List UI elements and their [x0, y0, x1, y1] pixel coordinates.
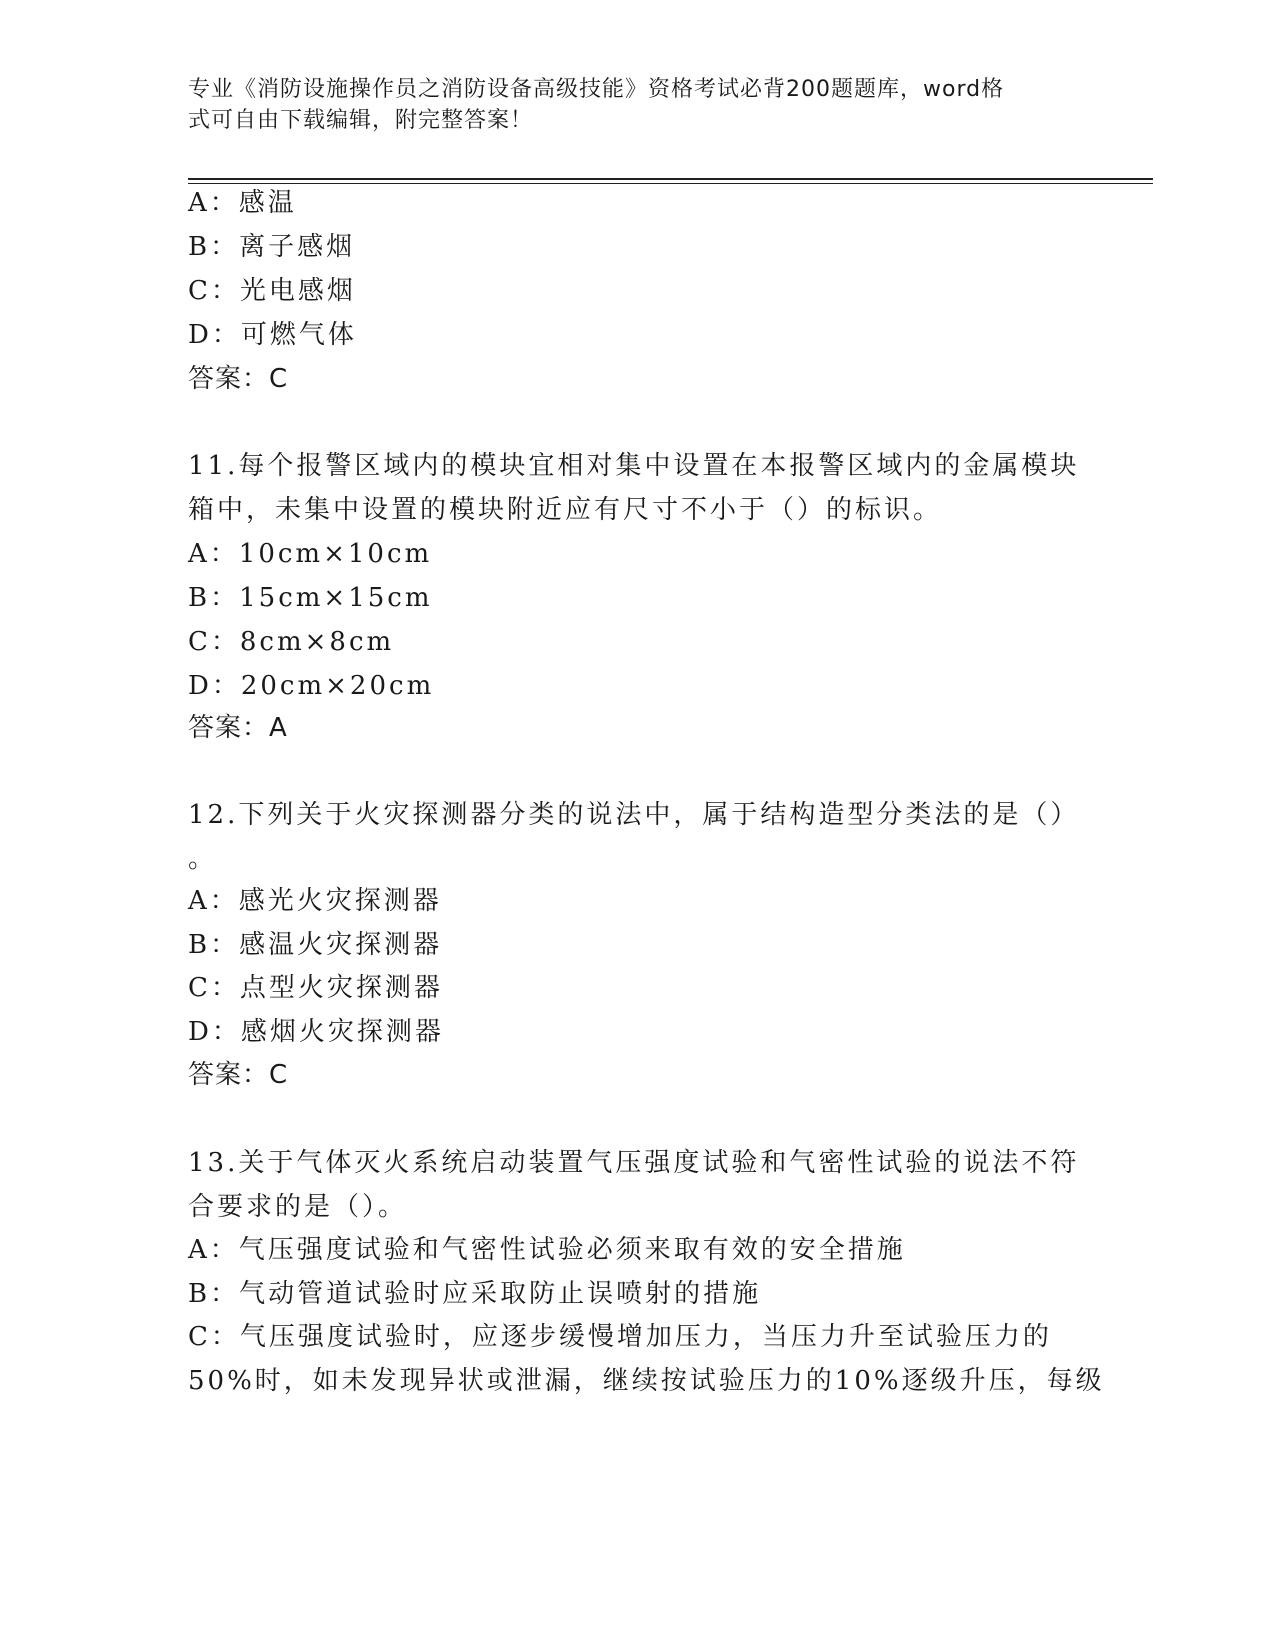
q11-option-c: C：8cm×8cm: [188, 627, 395, 657]
q11-option-a: A：10cm×10cm: [188, 539, 433, 569]
header-line-1: 专业《消防设施操作员之消防设备高级技能》资格考试必背200题题库，word格: [188, 77, 1005, 102]
q12-option-c: C：点型火灾探测器: [188, 973, 443, 1003]
header-line-2: 式可自由下载编辑，附完整答案！: [188, 108, 534, 133]
q13-option-a: A：气压强度试验和气密性试验必须来取有效的安全措施: [188, 1235, 906, 1265]
q13-option-c-line-1: C：气压强度试验时，应逐步缓慢增加压力，当压力升至试验压力的: [188, 1322, 1052, 1352]
q11-option-d: D：20cm×20cm: [188, 671, 435, 701]
q12-stem-line-2: 。: [188, 844, 218, 874]
q12-stem-line-1: 12.下列关于火灾探测器分类的说法中，属于结构造型分类法的是（）: [188, 800, 1080, 830]
q13-option-c-line-2: 50%时，如未发现异状或泄漏，继续按试验压力的10%逐级升压，每级: [188, 1366, 1105, 1396]
q13-stem-line-1: 13.关于气体灭火系统启动装置气压强度试验和气密性试验的说法不符: [188, 1148, 1080, 1178]
q11-stem-line-2: 箱中，未集中设置的模块附近应有尺寸不小于（）的标识。: [188, 495, 943, 525]
q12-option-b: B：感温火灾探测器: [188, 930, 443, 960]
q10-option-c: C：光电感烟: [188, 276, 356, 306]
q11-answer: 答案：A: [188, 713, 288, 743]
q12-answer: 答案：C: [188, 1060, 289, 1090]
q12-option-a: A：感光火灾探测器: [188, 886, 442, 916]
q11-stem-line-1: 11.每个报警区域内的模块宜相对集中设置在本报警区域内的金属模块: [188, 451, 1080, 481]
q10-option-a: A：感温: [188, 188, 297, 218]
q13-stem-line-2: 合要求的是（）。: [188, 1192, 408, 1222]
header-divider-thick: [188, 178, 1153, 180]
q10-option-b: B：离子感烟: [188, 232, 356, 262]
q12-option-d: D：感烟火灾探测器: [188, 1017, 444, 1047]
q11-option-b: B：15cm×15cm: [188, 583, 433, 613]
q10-option-d: D：可燃气体: [188, 320, 357, 350]
q13-option-b: B：气动管道试验时应采取防止误喷射的措施: [188, 1279, 762, 1309]
q10-answer: 答案：C: [188, 364, 289, 394]
document-header: [188, 74, 1068, 136]
header-divider-thin: [188, 183, 1153, 184]
